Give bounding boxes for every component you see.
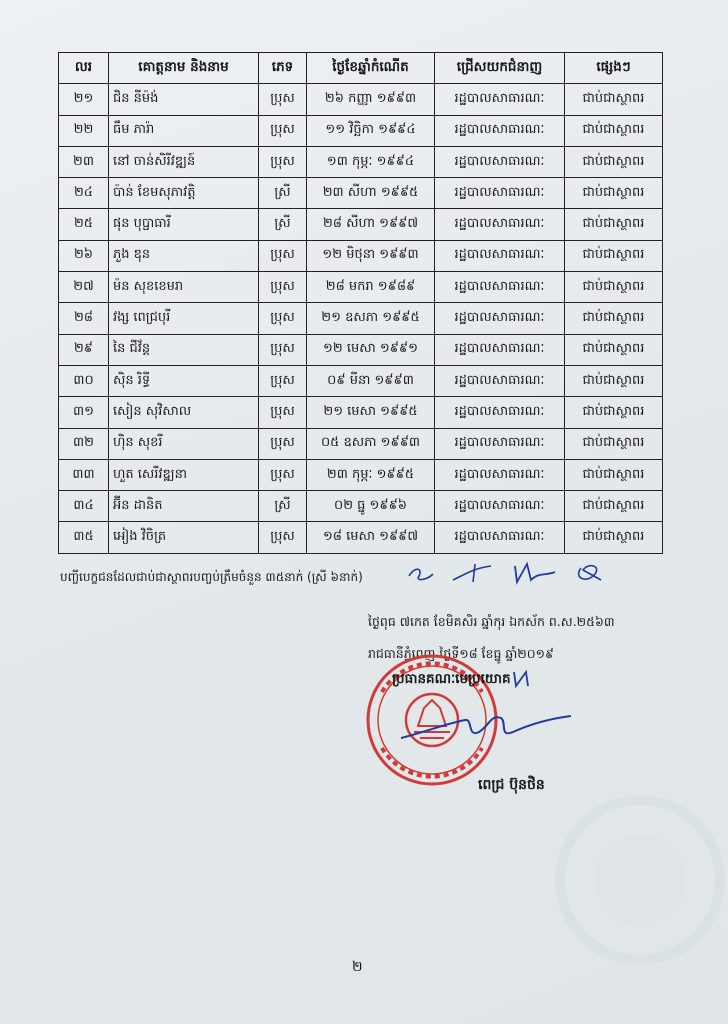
- gender-cell: ប្រុស: [259, 146, 307, 177]
- status-cell: ជាប់ជាស្ថាពរ: [565, 459, 663, 490]
- status-cell: ជាប់ជាស្ថាពរ: [565, 491, 663, 522]
- birth-date-cell: ១២ មេសា ១៩៩១: [307, 334, 435, 365]
- gender-cell: ប្រុស: [259, 303, 307, 334]
- gender-cell: ប្រុស: [259, 334, 307, 365]
- birth-date-cell: ២៦ កញ្ញា ១៩៩៣: [307, 84, 435, 115]
- row-number-cell: ៣៣: [59, 459, 109, 490]
- table-row: [59, 146, 663, 177]
- row-number-cell: ៣១: [59, 397, 109, 428]
- birth-date-cell: ២៣ កុម្ភៈ ១៩៩៥: [307, 459, 435, 490]
- table-row: [59, 303, 663, 334]
- skill-cell: រដ្ឋបាលសាធារណៈ: [435, 115, 565, 146]
- row-number-cell: ២៨: [59, 303, 109, 334]
- table-row: [59, 209, 663, 240]
- gender-cell: ស្រី: [259, 491, 307, 522]
- table-header-row: [59, 53, 663, 84]
- col-header-birthdate: ថ្ងៃខែឆ្នាំកំណើត: [307, 53, 435, 84]
- row-number-cell: ៣៤: [59, 491, 109, 522]
- row-number-cell: ២៤: [59, 178, 109, 209]
- skill-cell: រដ្ឋបាលសាធារណៈ: [435, 146, 565, 177]
- table-row: [59, 491, 663, 522]
- row-number-cell: ២២: [59, 115, 109, 146]
- full-name-cell: ផុន បុប្ផាធារី: [109, 209, 259, 240]
- row-number-cell: ២៩: [59, 334, 109, 365]
- table-body: [59, 84, 663, 553]
- row-number-cell: ២៦: [59, 240, 109, 271]
- signatory-name: ពេជ្រ ប៊ុនថិន: [478, 777, 545, 793]
- table-row: [59, 522, 663, 553]
- status-cell: ជាប់ជាស្ថាពរ: [565, 209, 663, 240]
- skill-cell: រដ្ឋបាលសាធារណៈ: [435, 397, 565, 428]
- signature: [395, 708, 575, 748]
- lunar-date: ថ្ងៃពុធ ៧កេត ខែមិគសិរ ឆ្នាំកុរ ឯកស័ក ព.ស.២៥៦៣: [368, 614, 615, 629]
- birth-date-cell: ០៩ មីនា ១៩៩៣: [307, 365, 435, 396]
- table-row: [59, 272, 663, 303]
- skill-cell: រដ្ឋបាលសាធារណៈ: [435, 334, 565, 365]
- status-cell: ជាប់ជាស្ថាពរ: [565, 84, 663, 115]
- full-name-cell: សៀន សុវិសាល: [109, 397, 259, 428]
- full-name-cell: ភួង ឌុន: [109, 240, 259, 271]
- full-name-cell: អ៊ីន ដានិត: [109, 491, 259, 522]
- status-cell: ជាប់ជាស្ថាពរ: [565, 178, 663, 209]
- table-row: [59, 459, 663, 490]
- full-name-cell: ប៉ាន់ ខែមសុភាវត្តិ: [109, 178, 259, 209]
- gender-cell: ស្រី: [259, 209, 307, 240]
- gender-cell: ប្រុស: [259, 459, 307, 490]
- watermark-emblem: [530, 760, 728, 980]
- birth-date-cell: ២៨ មករា ១៩៨៩: [307, 272, 435, 303]
- row-number-cell: ២៥: [59, 209, 109, 240]
- gender-cell: ប្រុស: [259, 84, 307, 115]
- candidates-table: [58, 52, 663, 554]
- birth-date-cell: ១១ វិច្ឆិកា ១៩៩៤: [307, 115, 435, 146]
- skill-cell: រដ្ឋបាលសាធារណៈ: [435, 459, 565, 490]
- row-number-cell: ៣៥: [59, 522, 109, 553]
- full-name-cell: នៅ ចាន់សិរីវឌ្ឍន៍: [109, 146, 259, 177]
- gender-cell: ប្រុស: [259, 115, 307, 146]
- page-number: ២: [352, 959, 363, 975]
- birth-date-cell: ២៨ សីហា ១៩៩៧: [307, 209, 435, 240]
- table-row: [59, 240, 663, 271]
- status-cell: ជាប់ជាស្ថាពរ: [565, 272, 663, 303]
- status-cell: ជាប់ជាស្ថាពរ: [565, 240, 663, 271]
- gender-cell: ស្រី: [259, 178, 307, 209]
- skill-cell: រដ្ឋបាលសាធារណៈ: [435, 522, 565, 553]
- row-number-cell: ២៣: [59, 146, 109, 177]
- full-name-cell: ហួត សេរីវឌ្ឍនា: [109, 459, 259, 490]
- status-cell: ជាប់ជាស្ថាពរ: [565, 365, 663, 396]
- skill-cell: រដ្ឋបាលសាធារណៈ: [435, 303, 565, 334]
- skill-cell: រដ្ឋបាលសាធារណៈ: [435, 209, 565, 240]
- gender-cell: ប្រុស: [259, 428, 307, 459]
- gender-cell: ប្រុស: [259, 240, 307, 271]
- table-row: [59, 84, 663, 115]
- status-cell: ជាប់ជាស្ថាពរ: [565, 334, 663, 365]
- col-header-other: ផ្សេងៗ: [565, 53, 663, 84]
- summary-note: បញ្ចីបេក្ខជនដែលជាប់ជាស្ថាពរបញ្ចប់ត្រឹមចំនួន ៣៥នាក់ (ស្រី ៦នាក់): [60, 570, 363, 584]
- full-name-cell: ហ៊ិន សុខរី: [109, 428, 259, 459]
- birth-date-cell: ០៥ ឧសភា ១៩៩៣: [307, 428, 435, 459]
- skill-cell: រដ្ឋបាលសាធារណៈ: [435, 365, 565, 396]
- full-name-cell: ជិន នីម៉ង់: [109, 84, 259, 115]
- solar-date: រាជធានីភ្នំពេញ ថ្ងៃទី១៨ ខែធ្នូ ឆ្នាំ២០១៩: [368, 646, 554, 661]
- full-name-cell: អៀង វិចិត្រ: [109, 522, 259, 553]
- birth-date-cell: ០២ ធ្នូ ១៩៩៦: [307, 491, 435, 522]
- skill-cell: រដ្ឋបាលសាធារណៈ: [435, 84, 565, 115]
- table-row: [59, 365, 663, 396]
- col-header-skill: ជ្រើសយកជំនាញ: [435, 53, 565, 84]
- gender-cell: ប្រុស: [259, 397, 307, 428]
- full-name-cell: វង្ស ពេជ្របុរី: [109, 303, 259, 334]
- status-cell: ជាប់ជាស្ថាពរ: [565, 522, 663, 553]
- row-number-cell: ៣២: [59, 428, 109, 459]
- gender-cell: ប្រុស: [259, 365, 307, 396]
- table-row: [59, 428, 663, 459]
- skill-cell: រដ្ឋបាលសាធារណៈ: [435, 272, 565, 303]
- full-name-cell: ស៊ិន រិទ្ធី: [109, 365, 259, 396]
- status-cell: ជាប់ជាស្ថាពរ: [565, 397, 663, 428]
- table-row: [59, 397, 663, 428]
- committee-signatures: [405, 558, 625, 588]
- skill-cell: រដ្ឋបាលសាធារណៈ: [435, 428, 565, 459]
- row-number-cell: ៣០: [59, 365, 109, 396]
- skill-cell: រដ្ឋបាលសាធារណៈ: [435, 178, 565, 209]
- skill-cell: រដ្ឋបាលសាធារណៈ: [435, 491, 565, 522]
- status-cell: ជាប់ជាស្ថាពរ: [565, 146, 663, 177]
- full-name-cell: នៃ ជីវ័ន្ត: [109, 334, 259, 365]
- birth-date-cell: ២១ ឧសភា ១៩៩៥: [307, 303, 435, 334]
- gender-cell: ប្រុស: [259, 522, 307, 553]
- status-cell: ជាប់ជាស្ថាពរ: [565, 428, 663, 459]
- table-row: [59, 334, 663, 365]
- full-name-cell: ធឹម ភារ៉ា: [109, 115, 259, 146]
- table-row: [59, 178, 663, 209]
- full-name-cell: ម៉ន សុខខេមរា: [109, 272, 259, 303]
- row-number-cell: ២៧: [59, 272, 109, 303]
- row-number-cell: ២១: [59, 84, 109, 115]
- signatory-title: ប្រធានគណៈមេប្រយោគ: [392, 671, 511, 687]
- gender-cell: ប្រុស: [259, 272, 307, 303]
- status-cell: ជាប់ជាស្ថាពរ: [565, 303, 663, 334]
- status-cell: ជាប់ជាស្ថាពរ: [565, 115, 663, 146]
- col-header-name: គោត្តនាម និងនាម: [109, 53, 259, 84]
- birth-date-cell: ១២ មិថុនា ១៩៩៣: [307, 240, 435, 271]
- skill-cell: រដ្ឋបាលសាធារណៈ: [435, 240, 565, 271]
- col-header-gender: ភេទ: [259, 53, 307, 84]
- birth-date-cell: ១៨ មេសា ១៩៩៧: [307, 522, 435, 553]
- birth-date-cell: ២៣ សីហា ១៩៩៥: [307, 178, 435, 209]
- birth-date-cell: ១៣ កុម្ភៈ ១៩៩៤: [307, 146, 435, 177]
- col-header-number: លរ: [59, 53, 109, 84]
- table-row: [59, 115, 663, 146]
- initials-mark: [508, 668, 538, 690]
- birth-date-cell: ២១ មេសា ១៩៩៥: [307, 397, 435, 428]
